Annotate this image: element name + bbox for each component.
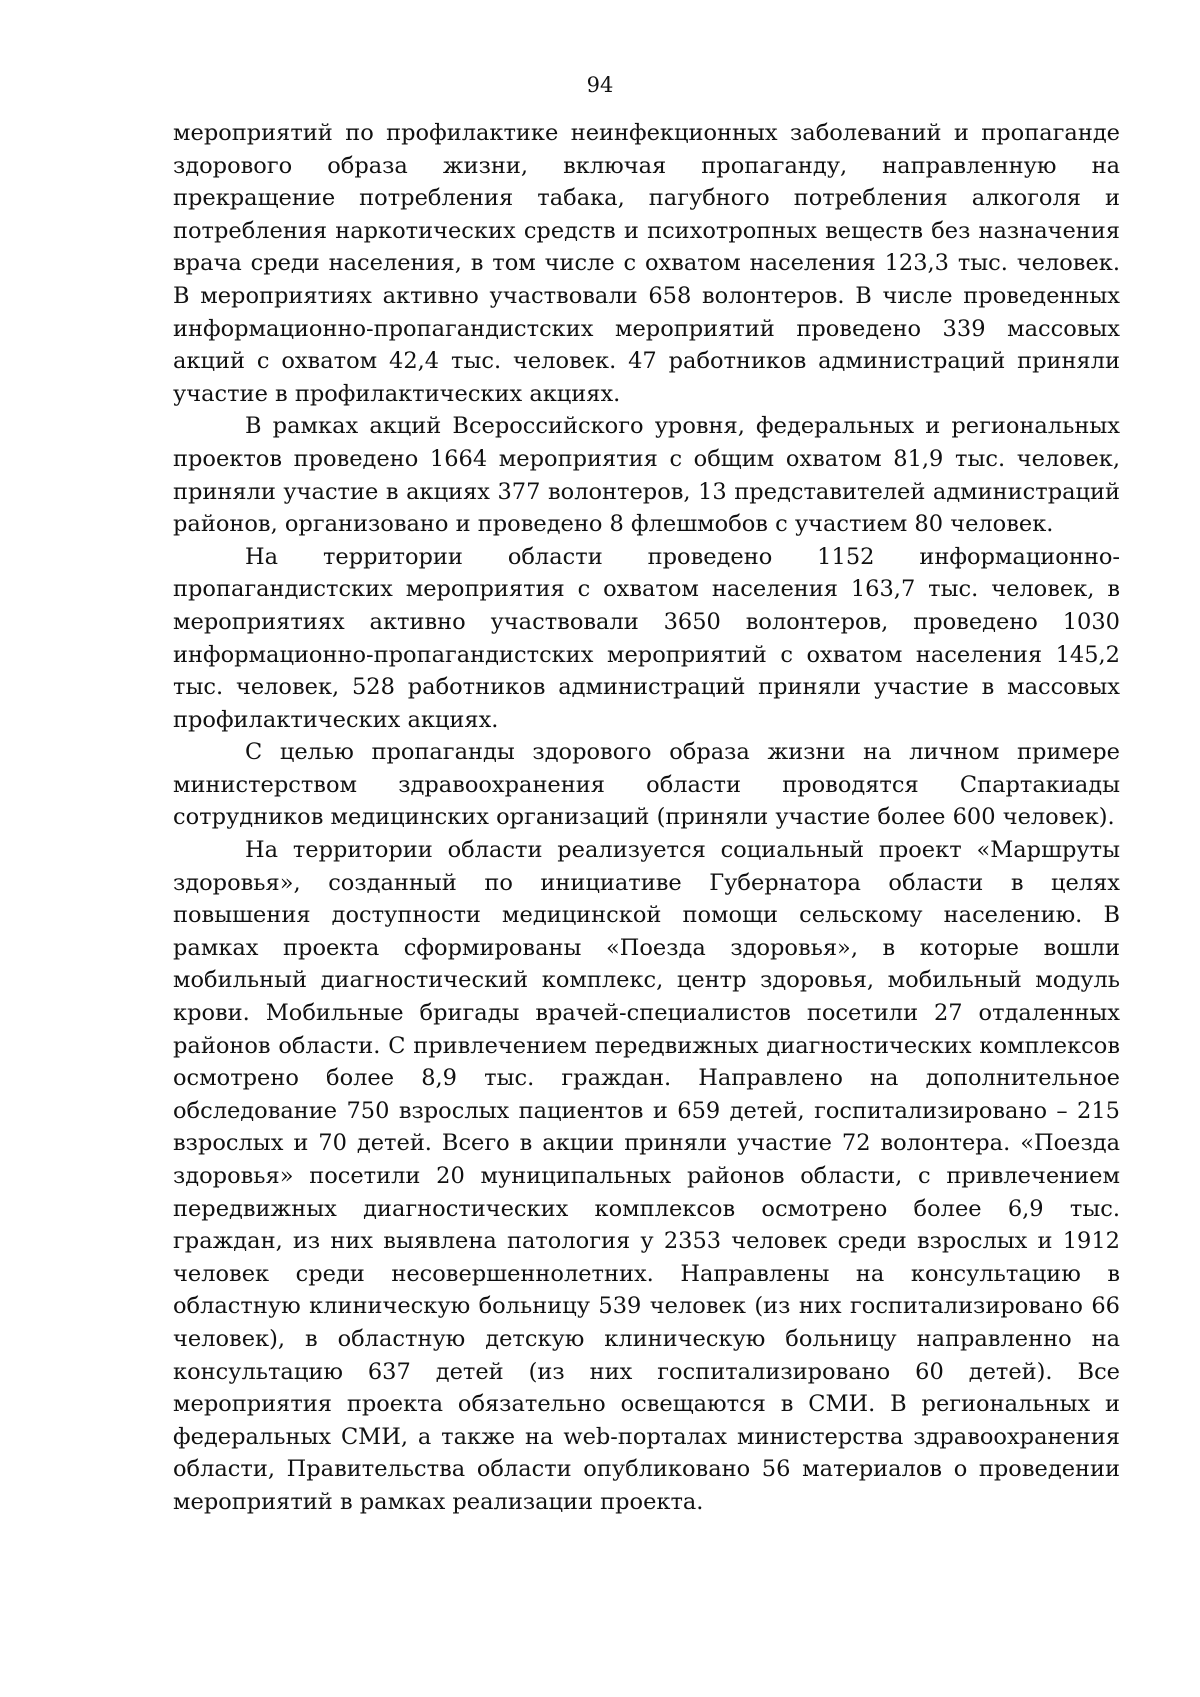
page-number: 94 [586, 73, 614, 97]
paragraph-spartakiad: С целью пропаганды здорового образа жизни на личном примере министерством здравоохранения области проводятся Спартакиады сотрудников медицинских организаций (приняли участие более 600 человек). [173, 739, 1120, 831]
paragraph-health-routes-project: На территории области реализуется социальный проект «Маршруты здоровья», созданный по инициативе Губернатора области в целях повышения доступности медицинской помощи сельскому населению. В рамках проекта сформированы «Поезда здоровья», в которые вошли мобильный диагностический комплекс, центр здоровья, мобильный модуль крови. Мобильные бригады врачей-специалистов посетили 27 отдаленных районов области. С привлечением передвижных диагностических комплексов осмотрено более 8,9 тыс. граждан. Направлено на дополнительное обследование 750 взрослых пациентов и 659 детей, госпитализировано – 215 взрослых и 70 детей. Всего в акции приняли участие 72 волонтера. «Поезда здоровья» посетили 20 муниципальных районов области, с привлечением передвижных диагностических комплексов осмотрено более 6,9 тыс. граждан, из них выявлена патология у 2353 человек среди взрослых и 1912 человек среди несовершеннолетних. Направлены на консультацию в областную клиническую больницу 539 человек (из них госпитализировано 66 человек), в областную детскую клиническую больницу направленно на консультацию 637 детей (из них госпитализировано 60 детей). Все мероприятия проекта обязательно освещаются в СМИ. В региональных и федеральных СМИ, а также на web-порталах министерства здравоохранения области, Правительства области опубликовано 56 материалов о проведении мероприятий в рамках реализации проекта. [173, 837, 1120, 1515]
paragraph-regional-events: На территории области проведено 1152 информационно-пропагандистских мероприятия с охватом населения 163,7 тыс. человек, в мероприятиях активно участвовали 3650 волонтеров, проведено 1030 информационно-пропагандистских мероприятий с охватом населения 145,2 тыс. человек, 528 работников администраций приняли участие в массовых профилактических акциях. [173, 543, 1120, 733]
paragraph-continuation: мероприятий по профилактике неинфекционных заболеваний и пропаганде здорового образа жизни, включая пропаганду, направленную на прекращение потребления табака, пагубного потребления алкоголя и потребления наркотических средств и психотропных веществ без назначения врача среди населения, в том числе с охватом населения 123,3 тыс. человек. В мероприятиях активно участвовали 658 волонтеров. В числе проведенных информационно-пропагандистских мероприятий проведено 339 массовых акций с охватом 42,4 тыс. человек. 47 работников администраций приняли участие в профилактических акциях. [173, 120, 1120, 407]
paragraph-all-russian-actions: В рамках акций Всероссийского уровня, федеральных и региональных проектов проведено 1664 мероприятия с общим охватом 81,9 тыс. человек, приняли участие в акциях 377 волонтеров, 13 представителей администраций районов, организовано и проведено 8 флешмобов с участием 80 человек. [173, 413, 1120, 538]
body-text [173, 117, 1120, 1519]
